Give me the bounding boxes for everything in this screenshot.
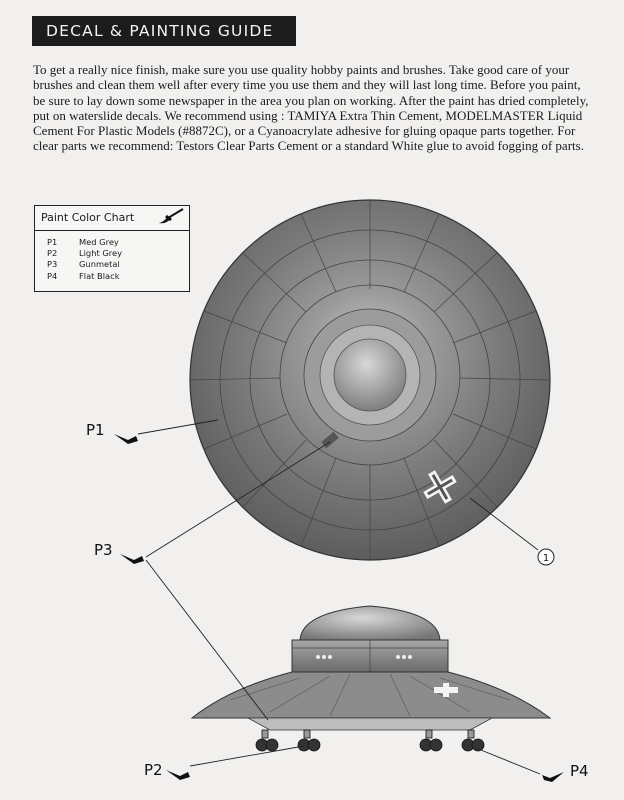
callout-p4: P4 (570, 762, 589, 780)
paintbrush-marker-p2-icon (166, 770, 190, 780)
callout-p1: P1 (86, 421, 105, 439)
paint-code: P4 (47, 270, 58, 281)
paint-name: Med Grey (79, 237, 119, 247)
callout-p3: P3 (94, 541, 113, 559)
paint-code: P2 (47, 248, 58, 259)
paint-chart-title: Paint Color Chart (41, 211, 135, 224)
decal-number: 1 (542, 553, 550, 564)
callout-p2: P2 (144, 761, 163, 779)
paint-name: Light Grey (79, 248, 123, 259)
intro-paragraph: To get a really nice finish, make sure you use quality hobby paints and brushes. Take good care of your brushes and clean them well after every time you use them and they will last long time. Before you paint, be sure to lay down some newspaper in the area you plan on working. After the paint has dried completely, put on waterslide decals. We recommend using : TAMIYA Extra Thin Cement, MODELMASTER Liquid Cement For Plastic Models (#8872C), or a Cyanoacrylate adhesive for gluing opaque parts together. For clear parts we recommend: Testors Clear Parts Cement or a standard White glue to avoid fogging of parts. (33, 62, 589, 154)
paint-name: Gunmetal (79, 259, 120, 270)
landing-gear (256, 730, 484, 751)
paintbrush-marker-p3-icon (120, 554, 144, 564)
paintbrush-marker-p4-icon (542, 772, 564, 782)
paintbrush-marker-p1-icon (114, 434, 138, 444)
saucer-side-view (192, 606, 550, 751)
paint-code: P3 (47, 259, 58, 270)
paint-name: Flat Black (79, 270, 120, 281)
paint-code: P1 (47, 237, 58, 247)
page-title: DECAL & PAINTING GUIDE (46, 22, 274, 40)
saucer-top-view (190, 200, 550, 560)
